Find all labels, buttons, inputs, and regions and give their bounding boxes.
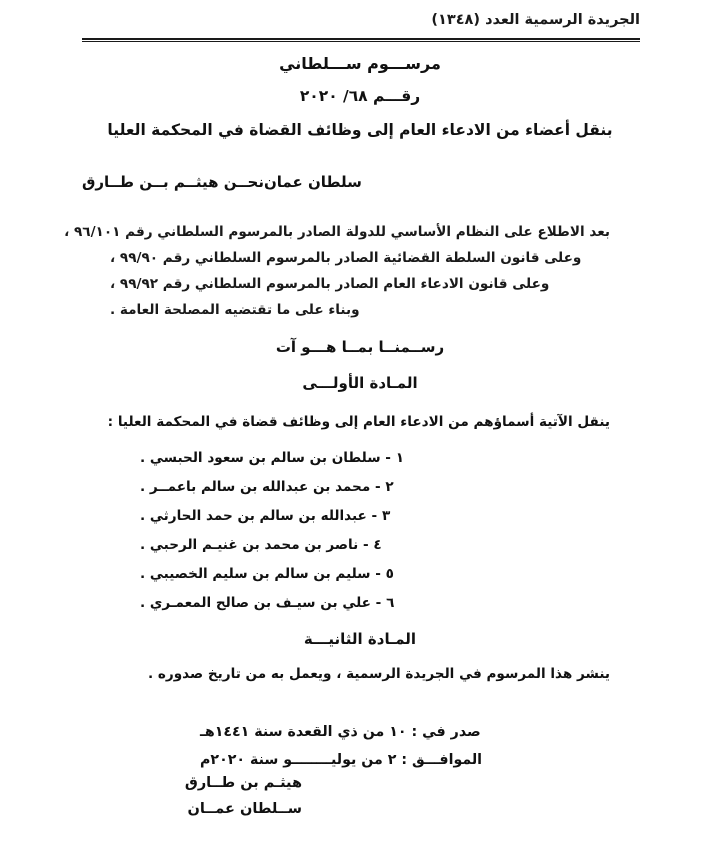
list-item: ٤ - ناصر بن محمد بن غنيـم الرحبي . (140, 537, 382, 553)
preamble-line: وبناء على ما تقتضيه المصلحة العامة . (110, 302, 360, 318)
running-header: الجريدة الرسمية العدد (١٣٤٨) (431, 12, 640, 28)
preamble-line: وعلى قانون السلطة القضائية الصادر بالمرسوم السلطاني رقم ٩٩/٩٠ ، (110, 250, 582, 266)
article-one-heading: المـادة الأولـــى (302, 374, 418, 392)
issuance-dates-block (200, 718, 610, 774)
enactment-clause: رســمنــا بمــا هـــو آت (275, 338, 445, 356)
signatory-name: هيثـم بن طــارق (184, 775, 302, 791)
list-item: ٣ - عبدالله بن سالم بن حمد الحارثي . (140, 508, 391, 524)
decree-subject: بنقل أعضاء من الادعاء العام إلى وظائف القضاة في المحكمة العليا (107, 121, 613, 139)
transferred-names-list (140, 444, 610, 618)
decree-title-block (60, 54, 660, 139)
list-item: ٥ - سليم بن سالم بن سليم الخصيبي . (140, 566, 394, 582)
list-item: ١ - سلطان بن سالم بن سعود الحبسي . (140, 450, 404, 466)
decree-type-title: مرســـوم ســـلطاني (279, 54, 441, 73)
article-two-heading: المـادة الثانيـــة (303, 630, 417, 648)
article-two-body: ينشر هذا المرسوم في الجريدة الرسمية ، ويعمل به من تاريخ صدوره . (147, 666, 610, 682)
header-divider-rule (82, 38, 640, 42)
list-item: ٦ - علي بن سيـف بن صالح المعمـري . (140, 595, 395, 611)
preamble-line: وعلى قانون الادعاء العام الصادر بالمرسوم السلطاني رقم ٩٩/٩٢ ، (110, 276, 550, 292)
sovereign-line (82, 173, 640, 191)
preamble-block (64, 219, 610, 323)
hijri-date: صدر في : ١٠ من ذي القعدة سنة ١٤٤١هـ (200, 724, 481, 740)
sovereign-title: سلطان عمان (263, 173, 362, 191)
signature-block (82, 770, 302, 822)
list-item: ٢ - محمد بن عبدالله بن سالم باعمــر . (140, 479, 394, 495)
signatory-title: ســلطان عمــان (187, 801, 302, 817)
preamble-line: بعد الاطلاع على النظام الأساسي للدولة الصادر بالمرسوم السلطاني رقم ٩٦/١٠١ ، (64, 224, 610, 240)
sovereign-name: نحــن هيثــم بــن طــارق (82, 173, 264, 191)
decree-number: رقـــم ٦٨/ ٢٠٢٠ (299, 87, 421, 105)
article-one-body: ينقل الآتية أسماؤهم من الادعاء العام إلى وظائف قضاة في المحكمة العليا : (107, 414, 610, 430)
gregorian-date: الموافـــق : ٢ من يوليــــــــو سنة ٢٠٢٠م (200, 752, 483, 768)
